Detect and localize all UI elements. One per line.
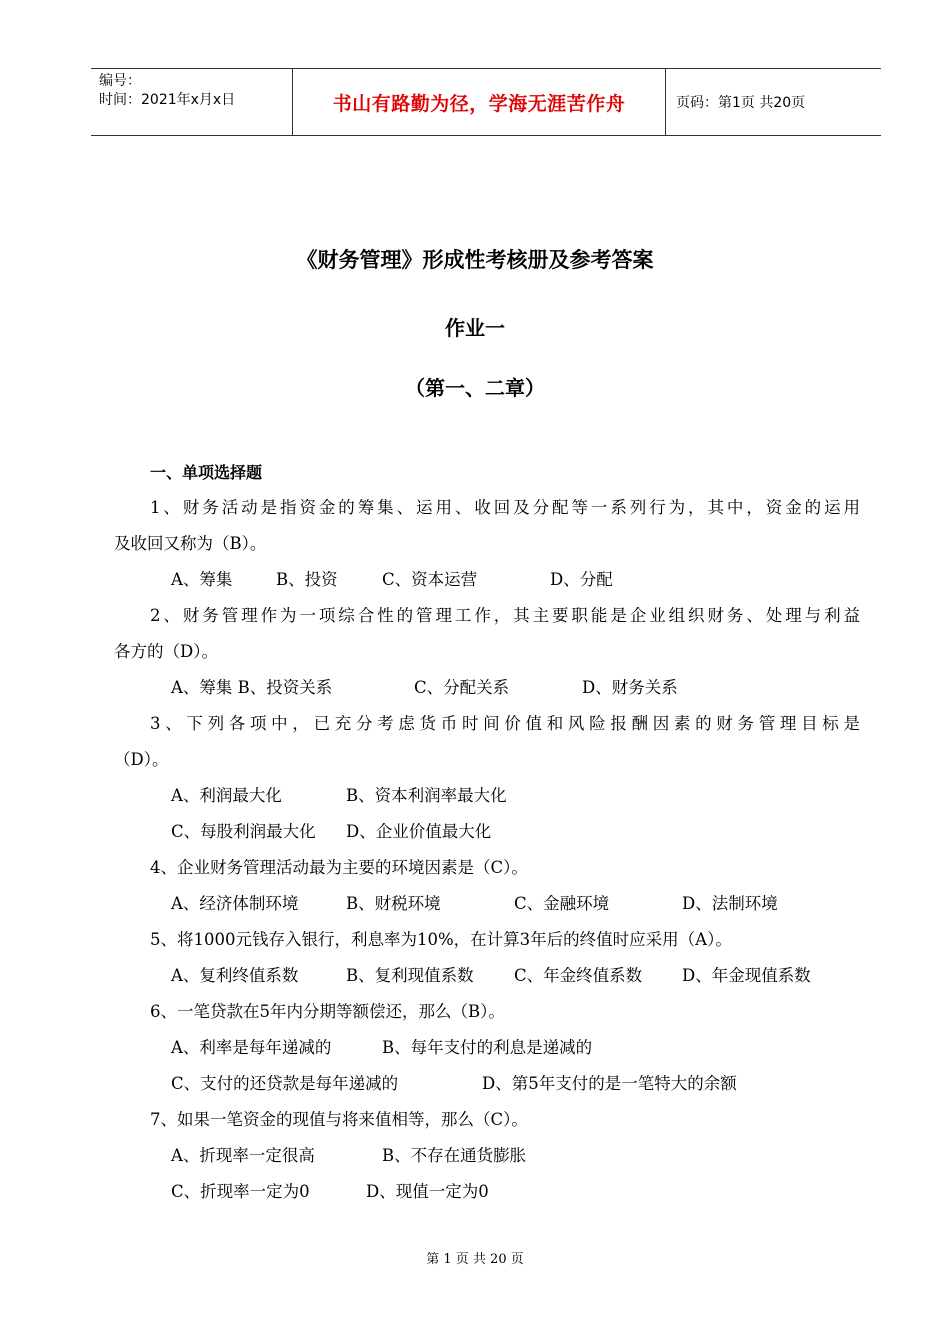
option-a: A、经济体制环境 <box>171 894 299 913</box>
header-date: 时间：2021年x月x日 <box>99 92 236 108</box>
question-4-options <box>114 886 860 922</box>
option-d: D、分配 <box>550 570 613 589</box>
option-b: B、投资 <box>276 570 338 589</box>
option-a: A、折现率一定很高 <box>171 1146 315 1165</box>
question-2-line-1: 2、财务管理作为一项综合性的管理工作，其主要职能是企业组织财务、处理与利益 <box>150 606 860 625</box>
question-list <box>114 490 860 1210</box>
option-d: D、年金现值系数 <box>682 966 811 985</box>
document-chapter: （第一、二章） <box>405 376 545 400</box>
question-4-line-1: 4、企业财务管理活动最为主要的环境因素是（C）。 <box>150 858 528 877</box>
page-header <box>91 68 881 136</box>
question-6-line-1: 6、一笔贷款在5年内分期等额偿还，那么（B）。 <box>150 1002 505 1021</box>
question-2-line-2: 各方的（D）。 <box>114 642 218 661</box>
header-motto: 书山有路勤为径，学海无涯苦作舟 <box>293 69 666 135</box>
question-7-options-cd <box>114 1174 860 1210</box>
question-3-line-2: （D）。 <box>114 750 169 769</box>
option-d: D、法制环境 <box>682 894 778 913</box>
question-5-line-1: 5、将1000元钱存入银行，利息率为10%，在计算3年后的终值时应采用（A）。 <box>150 930 732 949</box>
header-page-number: 页码：第1页 共20页 <box>676 95 806 111</box>
question-1-line-1: 1、财务活动是指资金的筹集、运用、收回及分配等一系列行为，其中，资金的运用 <box>150 498 860 517</box>
option-d: D、第5年支付的是一笔特大的余额 <box>482 1074 737 1093</box>
question-2-options <box>114 670 860 706</box>
question-1-line-2: 及收回又称为（B）。 <box>114 534 267 553</box>
option-b: B、复利现值系数 <box>346 966 474 985</box>
option-c: C、年金终值系数 <box>514 966 643 985</box>
page-footer: 第 1 页 共 20 页 <box>426 1252 524 1267</box>
question-7-options-ab <box>114 1138 860 1174</box>
option-c: C、分配关系 <box>414 678 510 697</box>
header-serial-label: 编号： <box>99 73 141 89</box>
question-3-line-1: 3、下列各项中，已充分考虑货币时间价值和风险报酬因素的财务管理目标是 <box>150 714 860 733</box>
option-c: C、金融环境 <box>514 894 610 913</box>
option-d: D、企业价值最大化 <box>346 822 492 841</box>
option-c: C、每股利润最大化 <box>171 822 316 841</box>
option-b: B、不存在通货膨胀 <box>382 1146 527 1165</box>
option-b: B、每年支付的利息是递减的 <box>382 1038 593 1057</box>
question-6-options-cd <box>114 1066 860 1102</box>
option-c: C、支付的还贷款是每年递减的 <box>171 1074 399 1093</box>
option-a: A、筹集 B、投资关系 <box>171 678 333 697</box>
document-subtitle: 作业一 <box>445 316 505 340</box>
option-b: B、资本利润率最大化 <box>346 786 507 805</box>
section-heading: 一、单项选择题 <box>150 463 263 482</box>
question-6-options-ab <box>114 1030 860 1066</box>
option-b: B、财税环境 <box>346 894 441 913</box>
question-3-options-cd <box>114 814 860 850</box>
question-1-options <box>114 562 860 598</box>
option-a: A、利润最大化 <box>171 786 282 805</box>
option-c: C、折现率一定为0 <box>171 1182 310 1201</box>
header-meta <box>91 69 293 135</box>
option-c: C、资本运营 <box>382 570 478 589</box>
option-a: A、筹集 <box>171 570 233 589</box>
question-7-line-1: 7、如果一笔资金的现值与将来值相等，那么（C）。 <box>150 1110 528 1129</box>
option-a: A、利率是每年递减的 <box>171 1038 332 1057</box>
option-a: A、复利终值系数 <box>171 966 299 985</box>
option-d: D、财务关系 <box>582 678 678 697</box>
document-title: 《财务管理》形成性考核册及参考答案 <box>296 248 654 272</box>
option-d: D、现值一定为0 <box>366 1182 489 1201</box>
question-5-options <box>114 958 860 994</box>
question-3-options-ab <box>114 778 860 814</box>
